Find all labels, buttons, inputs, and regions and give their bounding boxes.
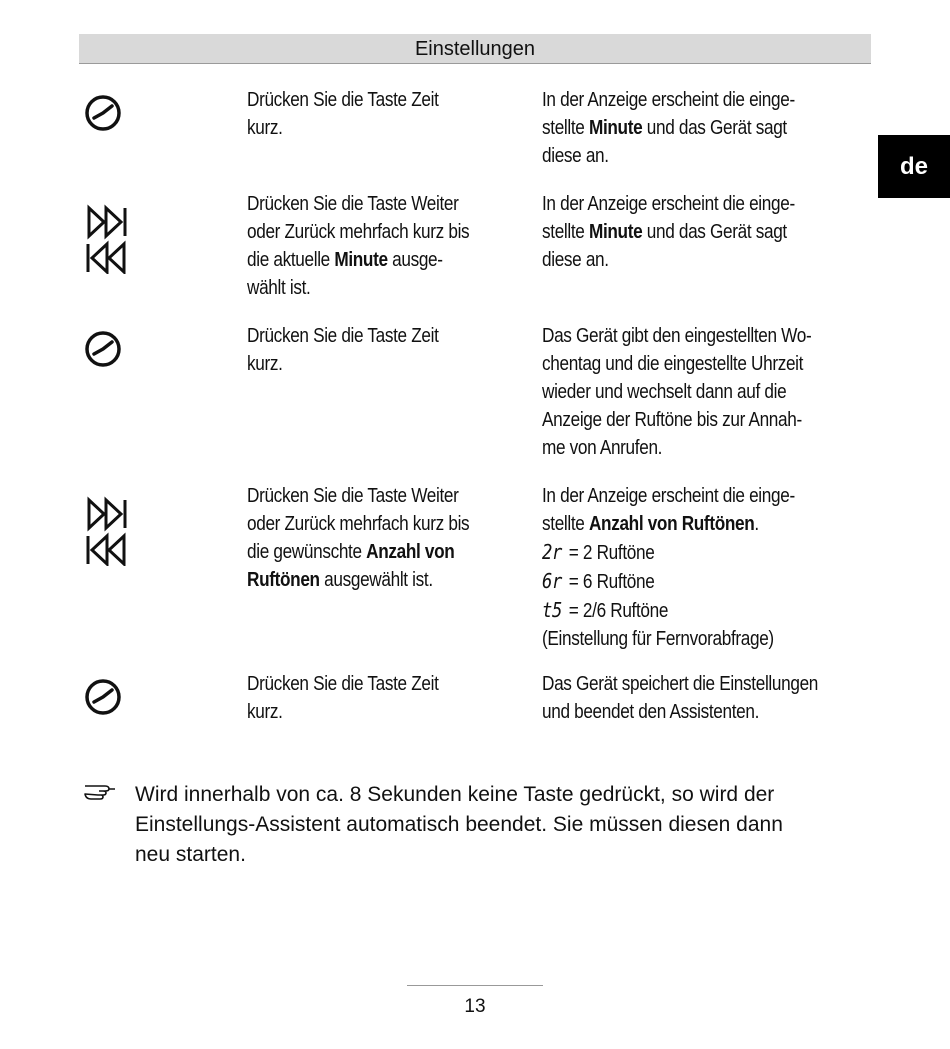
result-text: . [754,513,759,535]
note-text [135,780,895,870]
language-tab [878,135,950,198]
note-line: Wird innerhalb von ca. 8 Sekunden keine Taste gedrückt, so wird der [135,783,775,806]
note-line: Einstellungs-Assistent automatisch beendet. Sie müssen diesen dann [135,813,783,836]
result-text: stellte [542,513,589,535]
result-text: und das Gerät sagt [642,117,787,139]
action-text: Drücken Sie die Taste Zeit [247,673,439,695]
step-result [542,190,882,274]
skip-back-icon [88,536,124,564]
action-text: Drücken Sie die Taste Weiter [247,193,459,215]
action-text: die aktuelle [247,249,335,271]
step-result [542,86,882,170]
section-title: Einstellungen [414,38,536,60]
result-text: und das Gerät sagt [642,221,787,243]
skip-forward-icon [89,208,125,236]
result-text: Anzeige der Ruftöne bis zur Annah- [542,409,802,431]
result-text: = 2/6 Ruftöne [564,600,669,622]
page-number: 13 [464,996,486,1017]
clock-icon [84,330,124,375]
skip-forward-back-icons [84,198,136,279]
section-header-bar [79,34,871,64]
result-text: Das Gerät speichert die Einstellungen [542,673,819,695]
result-text: In der Anzeige erscheint die einge- [542,89,795,111]
step-result [542,670,882,726]
result-text: stellte [542,117,589,139]
skip-forward-back-icons [84,490,136,571]
step-result [542,482,882,653]
result-emphasis: Minute [588,117,643,139]
step-action [247,322,527,378]
action-text: oder Zurück mehrfach kurz bis [247,221,470,243]
result-text: und beendet den Assistenten. [542,701,760,723]
action-text: oder Zurück mehrfach kurz bis [247,513,470,535]
result-text: wieder und wechselt dann auf die [542,381,787,403]
result-text: (Einstellung für Fernvorabfrage) [542,628,774,650]
action-emphasis: Minute [334,249,388,271]
step-action [247,670,527,726]
result-text: In der Anzeige erscheint die einge- [542,193,795,215]
action-text: kurz. [247,117,283,139]
result-text: me von Anrufen. [542,437,663,459]
action-emphasis: Anzahl von [366,541,455,563]
clock-icon [84,678,124,723]
action-text: ausge- [387,249,443,271]
skip-back-icon [88,244,124,272]
result-text: diese an. [542,249,609,271]
lcd-code-2r: 2r [542,540,563,564]
lcd-code-6r: 6r [542,569,563,593]
result-text: = 6 Ruftöne [564,571,655,593]
result-emphasis: Anzahl von Ruftönen [588,513,755,535]
action-text: wählt ist. [247,277,311,299]
action-text: Drücken Sie die Taste Zeit [247,325,439,347]
step-action [247,190,527,302]
result-text: stellte [542,221,589,243]
action-text: kurz. [247,353,283,375]
footer-divider [407,985,543,986]
action-text: ausgewählt ist. [319,569,433,591]
skip-forward-icon [89,500,125,528]
result-text: Das Gerät gibt den eingestellten Wo- [542,325,812,347]
step-result [542,322,882,462]
result-text: In der Anzeige erscheint die einge- [542,485,795,507]
clock-icon [84,94,124,139]
action-text: die gewünschte [247,541,367,563]
language-tab-label: de [899,152,928,180]
action-text: kurz. [247,701,283,723]
result-emphasis: Minute [588,221,643,243]
result-text: diese an. [542,145,609,167]
action-emphasis: Ruftönen [247,569,320,591]
result-text: chentag und die eingestellte Uhrzeit [542,353,804,375]
pointing-hand-icon [83,780,117,805]
result-text: = 2 Ruftöne [564,542,655,564]
step-action [247,482,527,594]
step-action [247,86,527,142]
note-line: neu starten. [135,843,246,866]
action-text: Drücken Sie die Taste Zeit [247,89,439,111]
lcd-code-t5: t5 [542,598,563,622]
action-text: Drücken Sie die Taste Weiter [247,485,459,507]
